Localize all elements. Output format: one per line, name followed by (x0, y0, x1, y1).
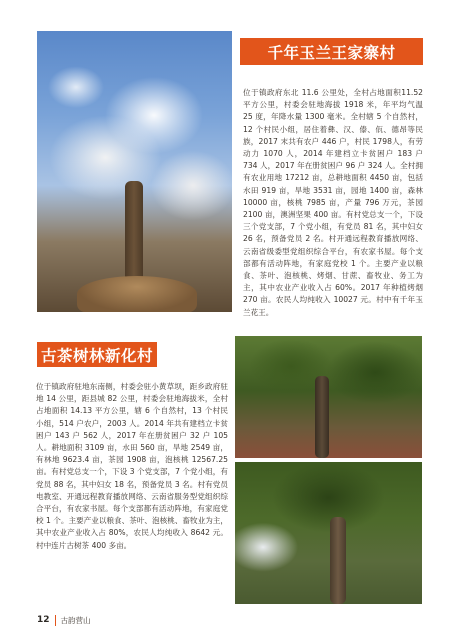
section-title-xinhua: 古茶树林新化村 (37, 342, 157, 367)
page-number: 12 (37, 615, 50, 625)
section-body-wangjiazhai: 位于镇政府东北 11.6 公里处，全村占地面积11.52 平方公里，村委会驻地海拔 1918 米，年平均气温 25 度，年降水量 1300 毫米。全村辖 5 个自然村，12 个村民小组，居住着彝、汉、傣、佤、德昂等民族，2017 末共有农户 446 户，村民 1798人，有劳动力 1070 人，2014 年建档立卡贫困户 183 户 734 人，2017 年在册贫困户 96 户 324 人。全村拥有农业用地 17212 亩，总耕地面积 4450 亩，包括水田 919 亩，旱地 3531 亩，园地 1400 亩，森林 10000 亩，核桃 7985 亩，产量 796 万元，茶园 2100 亩，澳洲坚果 400 亩。有村党总支一个，下设三个党支部，7 个党小组，有党员 81 名，其中妇女 26 名，预备党员 2 名。村开通远程教育播放网络、云南省级委型党组织综合平台，有农家书屋。每个支部都有活动阵地，有家庭党校 1 个。主要产业以粮食、茶叶、泡核桃、烤烟、甘蔗、畜牧业、务工为主，其中农业产业收入占 60%。2017 年种植烤烟 270 亩。农民人均纯收入 10027 元。村中有千年玉兰花王。 (243, 88, 423, 317)
magnolia-tree-photo (37, 31, 232, 312)
ancient-tea-tree-photo-top (235, 336, 422, 458)
section-title-wangjiazhai: 千年玉兰王家寨村 (240, 38, 423, 65)
footer-divider (55, 615, 56, 626)
page-footer (37, 614, 91, 626)
section-body-xinhua: 位于镇政府驻地东南侧，村委会驻小黄草坝，距乡政府驻地 14 公里，距县城 82 公里，村委会驻地海拔米，全村占地面积 14.13 平方公里，辖 6 个自然村，13 个村民小组，514 户农户，2003 人。2014 年共有建档立卡贫困户 143 户 562 人，2017 年在册贫困户 32 户 105 人。耕地面积 3109 亩，水田 560 亩，旱地 2549 亩，有林地 9623.4 亩，茶园 1908 亩，泡核桃 12567.25 亩。有村党总支一个，下设 3 个党支部，7 个党小组，有党员 88 名，其中妇女 18 名，预备党员 3 名。村有党员电教室、开通远程教育播放网络、云南省服务型党组织综合平台，有农家书屋。每个支部都有活动阵地，有家庭党校 1 个。主要产业以粮食、茶叶、泡核桃、畜牧业为主，其中农业产业收入占 80%，农民人均纯收入 8642 元。村中连片古树茶 400 多亩。 (36, 382, 228, 550)
tea-tree-trunk (315, 376, 329, 458)
magnolia-planter (77, 276, 197, 312)
publication-name: 古韵营山 (60, 615, 91, 625)
ancient-tea-tree-photo-bottom (235, 462, 422, 604)
tea-tree-trunk (330, 517, 346, 604)
